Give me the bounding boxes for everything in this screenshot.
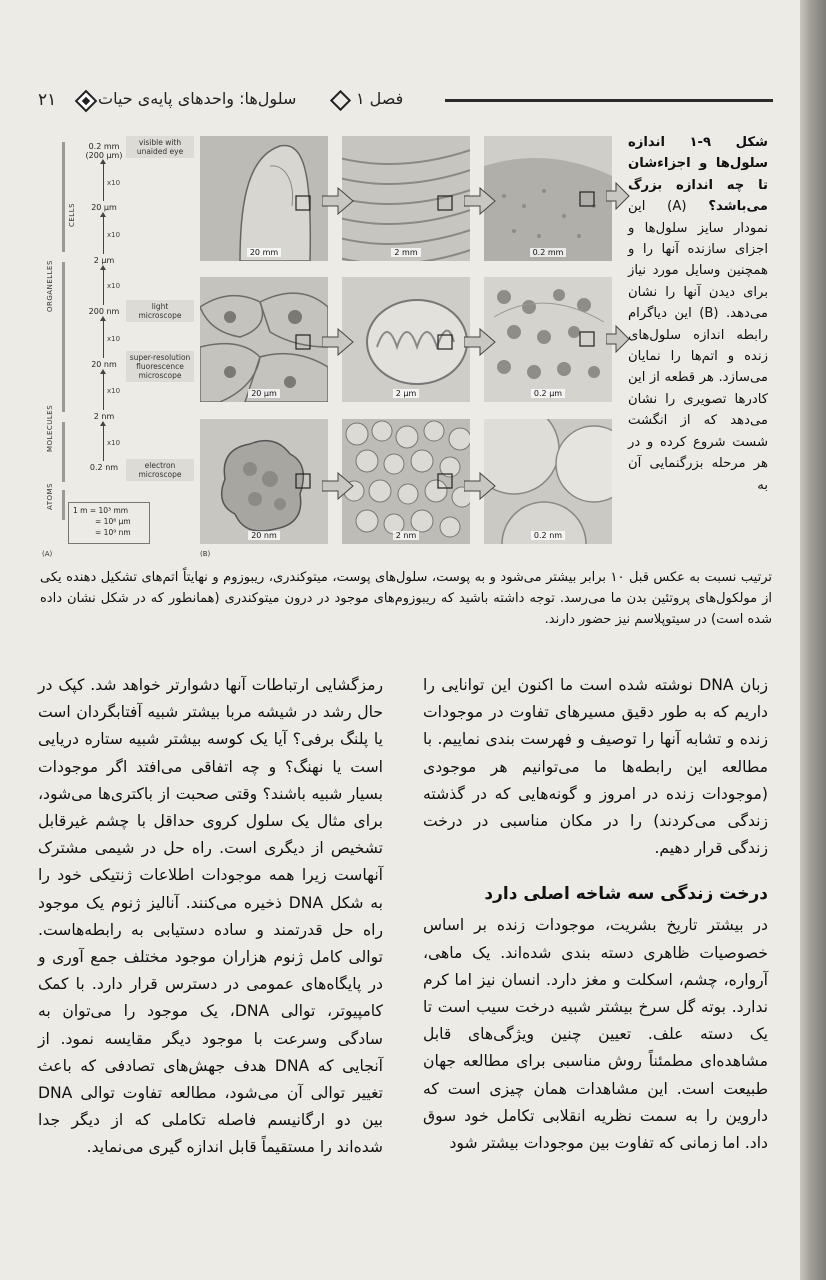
atoms-bracket [62, 490, 65, 520]
formula-line: = 10⁹ nm [95, 528, 131, 537]
figure-caption [628, 132, 768, 496]
side-label-cells: CELLS [68, 202, 76, 227]
caption-text: (A) این نمودار سایز سلول‌ها و اجزای سازنده آنها را و همچنین وسایل مورد نیاز برای دیدن آنها را نشان می‌دهد. (B) این دیاگرام رابطه اندازه سلول‌های زنده و اتم‌ها را نمایان می‌سازد. هر قطعه از این کادرها تصویری را نشان می‌دهد که از انگشت شست شروع کرده و در هر مرحله بزرگنمایی آن به [628, 199, 768, 493]
scale-arrow [103, 216, 104, 254]
image-scale-label: 20 µm [248, 389, 280, 398]
skin-cells-image [484, 136, 612, 261]
zoom-arrow-icon [606, 182, 630, 210]
scale-value: 20 nm [91, 360, 117, 369]
caption-title: شکل ۹-۱ اندازه سلول‌ها و اجزاءشان تا چه اندازه بزرگ می‌باشد؟ [628, 135, 768, 215]
body-column-left [38, 672, 383, 1162]
book-page-edge [800, 0, 826, 1280]
electron-microscope-box: electron microscope [126, 459, 194, 481]
thumb-image [200, 136, 328, 261]
zoom-arrow-icon [464, 472, 496, 500]
super-resolution-box: super-resolution fluorescence microscope [126, 351, 194, 382]
cells-image [200, 277, 328, 402]
zoom-arrow-icon [464, 328, 496, 356]
scale-figure [40, 132, 612, 564]
side-label-molecules: MOLECULES [46, 404, 54, 452]
scale-value: 20 µm [91, 203, 117, 212]
scale-value: 2 µm [93, 256, 115, 265]
scale-value: 0.2 nm [89, 463, 119, 472]
scale-value: 0.2 mm (200 µm) [85, 142, 123, 160]
organelles-bracket [62, 262, 65, 412]
body-paragraph: زبان DNA نوشته شده است ما اکنون این توانایی را داریم که به طور دقیق مسیرهای تفاوت در موجودات زنده و تشابه آنها را توصیف و فهرست بندی نماییم. با مطالعه این رابطه‌ها ما می‌توانیم هر موجودی (موجودات زنده در امروز و گونه‌هایی که در گذشته زندگی می‌کردند) را در مکان مناسبی در درخت زندگی قرار دهیم. [423, 676, 769, 858]
scale-value: 200 nm [88, 307, 120, 316]
side-label-atoms: ATOMS [46, 482, 54, 510]
image-scale-label: 20 mm [247, 248, 281, 257]
body-column-right [423, 672, 768, 1157]
body-paragraph: در بیشتر تاریخ بشریت، موجودات زنده بر اساس خصوصیات ظاهری دسته بندی شده‌اند. یک ماهی، آرواره، چشم، اسکلت و مغز دارد. انسان نیز اما کرم ندارد. بوته گل سرخ بیشتر شبیه درخت سیب است تا یک دسته علف. تعیین چنین ویژگی‌های قابل مشاهده‌ای مطمئناً روش مناسبی برای مطالعه جهان طبیعت است. این مشاهدات همان چیزی است که داروین را به سمت نظریه انقلابی تکامل خود سوق داد. اما زمانی که تفاوت بین موجودات بیشتر شود [423, 916, 768, 1153]
running-title: سلول‌ها: واحدهای پایه‌ی حیات [98, 89, 297, 108]
image-scale-label: 2 mm [391, 248, 420, 257]
panel-b-label: (B) [200, 550, 211, 558]
zoom-arrow-icon [606, 325, 630, 353]
zoom-arrow-icon [322, 187, 354, 215]
page-number: ۲۱ [38, 90, 57, 110]
scale-value: 2 nm [93, 412, 115, 421]
zoom-arrow-icon [322, 328, 354, 356]
image-scale-label: 2 nm [393, 531, 420, 540]
scale-arrow [103, 425, 104, 461]
image-scale-label: 0.2 µm [531, 389, 565, 398]
scale-arrow [103, 373, 104, 410]
ribosome-image [200, 419, 328, 544]
unit-formula-box [68, 502, 150, 544]
image-scale-label: 0.2 nm [531, 531, 565, 540]
multiplier-label: x10 [107, 335, 121, 343]
skin-image [342, 136, 470, 261]
body-paragraph: رمزگشایی ارتباطات آنها دشوارتر خواهد شد. کپک در حال رشد در شیشه مربا بیشتر شبیه آفتابگردان است یا پلنگ برفی؟ آیا یک کوسه بیشتر شبیه ستاره دریایی است یا نهنگ؟ و چه اتفاقی می‌افتد اگر موجودات بسیار شبیه باشند؟ وقتی صحبت از باکتری‌ها می‌شود، برای مثال یک سلول کروی حداقل با چشم غیرقابل تشخیص از دیگری است. راه حل در شیمی مشترک آنهاست زیرا همه موجودات اطلاعات ژنتیکی خود را به شکل DNA ذخیره می‌کنند. آنالیز ژنوم یک موجود راه حل قدرتمند و ساده دستیابی به رابطه‌هاست. توالی کامل ژنوم هزاران موجود مختلف جمع آوری و در پایگاه‌های عمومی در دسترس قرار دارد. با کمک کامپیوتر، توالی DNA، یک موجود را می‌توان به سادگی وسرعت با موجود دیگر مقایسه نمود. از آنجایی که DNA هدف جهش‌های تصادفی که باعث تغییر توالی آن می‌شود، مطالعه تفاوت توالی DNA بین دو ارگانیسم فاصله تکاملی که از دیگر جدا شده‌اند را مستقیماً قابل اندازه گیری می‌نماید. [38, 676, 383, 1157]
formula-line: 1 m = 10³ mm [73, 506, 129, 515]
scale-arrow [103, 269, 104, 305]
multiplier-label: x10 [107, 282, 121, 290]
multiplier-label: x10 [107, 439, 121, 447]
multiplier-label: x10 [107, 387, 121, 395]
visible-eye-box: visible with unaided eye [126, 136, 194, 158]
image-scale-label: 20 nm [248, 531, 280, 540]
caption-continuation: ترتیب نسبت به عکس قبل ۱۰ برابر بیشتر می‌شود و به پوست، سلول‌های پوست، میتوکندری، ریبوزوم و نهایتاً اتم‌های تشکیل دهنده یکی از مولکول‌های پروتئین بدن ما می‌رسد. توجه داشته باشید که ریبوزوم‌های موجود در درون میتوکندری (همانطور که در شکل نشان داده شده است) در سیتوپلاسم نیز حضور دارند. [40, 570, 772, 627]
mitochondrion-image [342, 277, 470, 402]
atom-closeup-image [484, 419, 612, 544]
chapter-label: فصل ۱ [356, 89, 404, 108]
molecules-bracket [62, 422, 65, 482]
multiplier-label: x10 [107, 179, 121, 187]
cells-bracket [62, 142, 65, 252]
panel-a-label: (A) [42, 550, 53, 558]
side-label-organelles: ORGANELLES [46, 260, 54, 312]
diamond-bullet-icon [75, 90, 98, 113]
scale-arrow [103, 320, 104, 358]
zoom-arrow-icon [322, 472, 354, 500]
multiplier-label: x10 [107, 231, 121, 239]
formula-line: = 10⁶ µm [95, 517, 131, 526]
image-scale-label: 2 µm [393, 389, 420, 398]
image-scale-label: 0.2 mm [530, 248, 567, 257]
scale-chart [40, 132, 200, 564]
diamond-separator-icon [330, 90, 351, 111]
zoom-arrow-icon [464, 187, 496, 215]
ribosomes-image [484, 277, 612, 402]
light-microscope-box: light microscope [126, 300, 194, 322]
header-rule [445, 99, 773, 102]
section-heading: درخت زندگی سه شاخه اصلی دارد [484, 884, 768, 905]
atoms-image [342, 419, 470, 544]
scale-arrow [103, 163, 104, 201]
